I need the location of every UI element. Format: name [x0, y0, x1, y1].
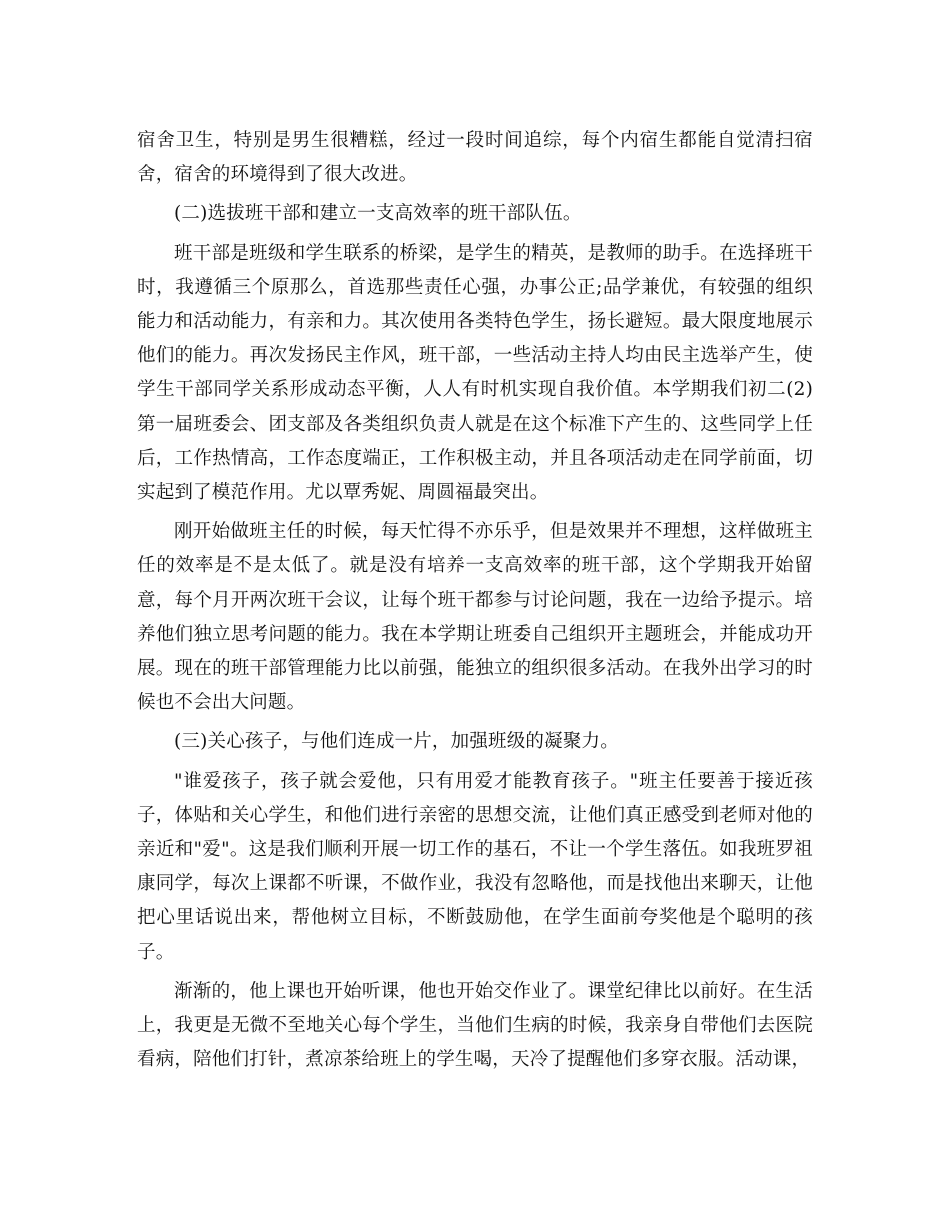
paragraph-class-cadres-selection: 班干部是班级和学生联系的桥梁，是学生的精英，是教师的助手。在选择班干时，我遵循三个原那么，首选那些责任心强，办事公正;品学兼优，有较强的组织能力和活动能力，有亲和力。其次使用各类特色学生，扬长避短。最大限度地展示他们的能力。再次发扬民主作风，班干部，一些活动主持人均由民主选举产生，使学生干部同学关系形成动态平衡，人人有时机实现自我价值。本学期我们初二(2)第一届班委会、团支部及各类组织负责人就是在这个标准下产生的、这些同学上任后，工作热情高，工作态度端正，工作积极主动，并且各项活动走在同学前面，切实起到了模范作用。尤以覃秀妮、周圆福最突出。: [137, 242, 813, 504]
paragraph-dormitory-hygiene: 宿舍卫生，特别是男生很糟糕，经过一段时间追综，每个内宿生都能自觉清扫宿舍，宿舍的环境得到了很大改进。: [137, 130, 813, 186]
paragraph-love-children: "谁爱孩子，孩子就会爱他，只有用爱才能教育孩子。"班主任要善于接近孩子，体贴和关心学生，和他们进行亲密的思想交流，让他们真正感受到老师对他的亲近和"爱"。这是我们顺利开展一切工作的基石，不让一个学生落伍。如我班罗祖康同学，每次上课都不听课，不做作业，我没有忽略他，而是找他出来聊天，让他把心里话说出来，帮他树立目标，不断鼓励他，在学生面前夸奖他是个聪明的孩子。: [137, 770, 813, 963]
paragraph-gradual-progress: 渐渐的，他上课也开始听课，他也开始交作业了。课堂纪律比以前好。在生活上，我更是无微不至地关心每个学生，当他们生病的时候，我亲身自带他们去医院看病，陪他们打针，煮凉茶给班上的学生喝，天冷了提醒他们多穿衣服。活动课，: [137, 980, 813, 1071]
section-heading-class-cadres: (二)选拔班干部和建立一支高效率的班干部队伍。: [174, 203, 582, 225]
paragraph-cadre-training: 刚开始做班主任的时候，每天忙得不亦乐乎，但是效果并不理想，这样做班主任的效率是不是太低了。就是没有培养一支高效率的班干部，这个学期我开始留意，每个月开两次班干会议，让每个班干都参与讨论问题，我在一边给予提示。培养他们独立思考问题的能力。我在本学期让班委自己组织开主题班会，并能成功开展。现在的班干部管理能力比以前强，能独立的组织很多活动。在我外出学习的时候也不会出大问题。: [137, 521, 813, 714]
section-heading-care-for-children: (三)关心孩子，与他们连成一片，加强班级的凝聚力。: [174, 731, 619, 753]
document-body: [137, 124, 813, 1077]
